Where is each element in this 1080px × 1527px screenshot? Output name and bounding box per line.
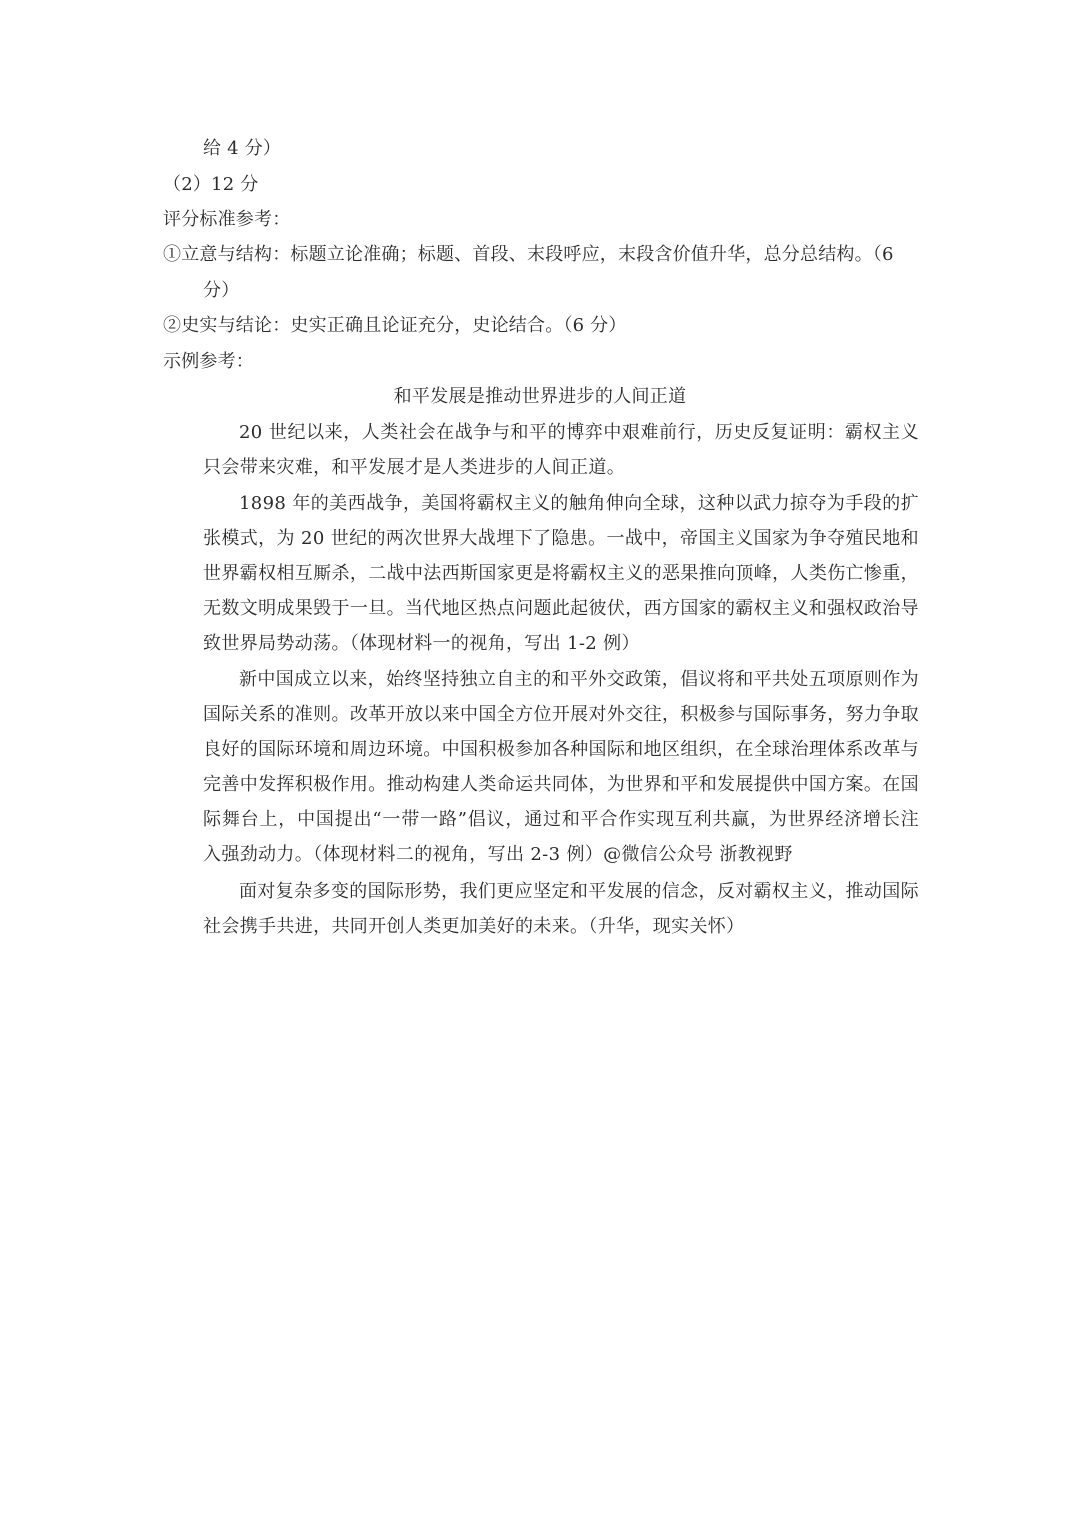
criterion-1-line-1: ①立意与结构：标题立论准确；标题、首段、末段呼应，末段含价值升华，总分总结构。（6 xyxy=(163,244,894,265)
criterion-1-line-2: 分） xyxy=(203,280,240,301)
essay-paragraph-3: 新中国成立以来，始终坚持独立自主的和平外交政策，倡议将和平共处五项原则作为国际关系的准则。改革开放以来中国全方位开展对外交往，积极参与国际事务，努力争取良好的国际环境和周边环境。中国积极参加各种国际和地区组织，在全球治理体系改革与完善中发挥积极作用。推动构建人类命运共同体，为世界和平和发展提供中国方案。在国际舞台上，中国提出“一带一路”倡议，通过和平合作实现互利共赢，为世界经济增长注入强劲动力。（体现材料二的视角，写出 2-3 例）@微信公众号 浙教视野 xyxy=(203,669,919,865)
essay-paragraph-4: 面对复杂多变的国际形势，我们更应坚定和平发展的信念，反对霸权主义，推动国际社会携手共进，共同开创人类更加美好的未来。（升华，现实关怀） xyxy=(203,881,919,937)
score-line-give-4: 给 4 分） xyxy=(203,138,282,159)
criteria-heading: 评分标准参考： xyxy=(163,209,291,230)
essay-paragraph-1: 20 世纪以来，人类社会在战争与和平的博弈中艰难前行，历史反复证明：霸权主义只会带来灾难，和平发展才是人类进步的人间正道。 xyxy=(203,422,919,478)
essay-paragraph-2: 1898 年的美西战争，美国将霸权主义的触角伸向全球，这种以武力掠夺为手段的扩张模式，为 20 世纪的两次世界大战埋下了隐患。一战中，帝国主义国家为争夺殖民地和世界霸权相互厮杀，二战中法西斯国家更是将霸权主义的恶果推向顶峰，人类伤亡惨重，无数文明成果毁于一旦。当代地区热点问题此起彼伏，西方国家的霸权主义和强权政治导致世界局势动荡。（体现材料一的视角，写出 1-2 例） xyxy=(203,493,919,654)
part-2-score: （2）12 分 xyxy=(163,174,259,195)
criterion-2: ②史实与结论：史实正确且论证充分，史论结合。（6 分） xyxy=(163,315,627,336)
essay-title: 和平发展是推动世界进步的人间正道 xyxy=(393,386,687,407)
example-heading: 示例参考： xyxy=(163,351,254,372)
